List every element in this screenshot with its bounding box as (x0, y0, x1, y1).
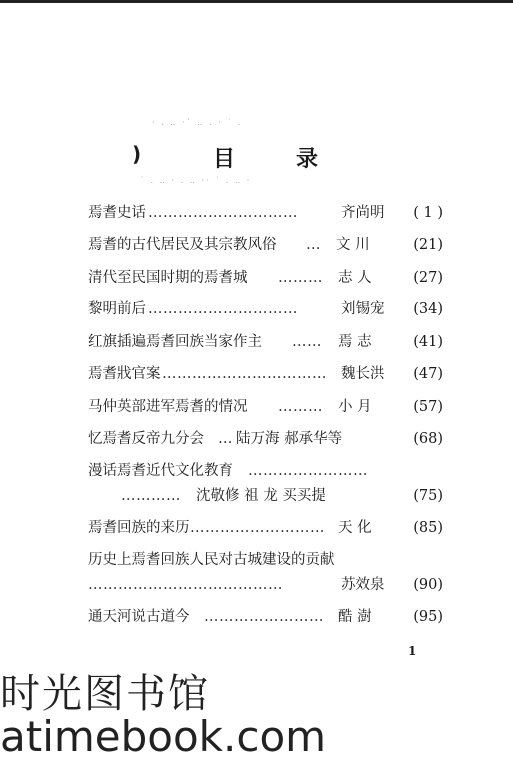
toc-entry[interactable] (88, 516, 443, 540)
dot-leader: …………………………… (162, 366, 327, 382)
toc-entry-continuation[interactable] (88, 484, 443, 508)
toc-entry[interactable] (88, 362, 443, 386)
entry-author: 苏效泉 (341, 577, 385, 593)
entry-page: (21) (413, 237, 443, 253)
toc-entry[interactable] (88, 233, 443, 257)
entry-author: 齐尚明 (341, 205, 385, 221)
entry-page: (57) (413, 399, 443, 415)
entry-author: 小 月 (338, 399, 372, 415)
top-border-line (0, 0, 513, 3)
entry-page: (85) (413, 520, 443, 536)
entry-title: 漫话焉耆近代文化教育 (88, 463, 233, 479)
entry-title: 清代至民国时期的焉耆城 (88, 270, 248, 286)
entry-title: 黎明前后 (88, 301, 146, 317)
dot-leader: …… (292, 334, 322, 350)
entry-author: 陆万海 郝承华等 (236, 431, 343, 447)
dot-leader: ……… (278, 270, 323, 286)
entry-title: 焉耆的古代居民及其宗教风俗 (88, 237, 277, 253)
entry-author: 文 川 (336, 237, 370, 253)
scan-noise: ˙ . ‥ · . ‥ ·· ˙ . ‥ · (140, 176, 252, 185)
entry-author: 沈敬修 祖 龙 买买提 (196, 488, 326, 504)
dot-leader: ……… (278, 399, 323, 415)
dot-leader: … (218, 431, 233, 447)
entry-title: 忆焉耆反帝九分会 (88, 431, 204, 447)
toc-entry[interactable] (88, 548, 443, 572)
entry-author: 魏长洪 (341, 366, 385, 382)
watermark-title: 时光图书馆 (0, 671, 210, 717)
toc-entry[interactable] (88, 266, 443, 290)
toc-entry[interactable] (88, 427, 443, 451)
toc-entry[interactable] (88, 297, 443, 321)
entry-page: (41) (413, 334, 443, 350)
entry-author: 天 化 (338, 520, 372, 536)
toc-entry[interactable] (88, 459, 443, 483)
heading-paren: ) (132, 142, 142, 166)
toc-entry[interactable] (88, 605, 443, 629)
page-number: 1 (408, 644, 417, 658)
entry-title: 通天河说古道今 (88, 609, 190, 625)
entry-page: ( 1 ) (413, 205, 443, 221)
dot-leader: ………………………… (148, 301, 298, 317)
dot-leader: ……………………… (190, 520, 325, 536)
entry-author: 酷 澍 (338, 609, 372, 625)
dot-leader: …………………… (204, 609, 324, 625)
heading-char-mu: 目 (213, 147, 236, 172)
entry-author: 焉 志 (338, 334, 372, 350)
entry-author: 志 人 (338, 270, 372, 286)
entry-page: (27) (413, 270, 443, 286)
toc-entry[interactable] (88, 330, 443, 354)
toc-entry[interactable] (88, 201, 443, 225)
entry-title: 焉耆戕官案 (88, 366, 161, 382)
dot-leader: ………………………… (148, 205, 298, 221)
entry-author: 刘锡宠 (341, 301, 385, 317)
entry-page: (68) (413, 431, 443, 447)
dot-leader: ………………………………… (88, 577, 283, 593)
toc-entry-continuation[interactable] (88, 573, 443, 597)
entry-page: (34) (413, 301, 443, 317)
entry-page: (47) (413, 366, 443, 382)
dot-leader: ………… (121, 488, 181, 504)
entry-page: (90) (413, 577, 443, 593)
entry-page: (75) (413, 488, 443, 504)
toc-entry[interactable] (88, 395, 443, 419)
entry-page: (95) (413, 609, 443, 625)
entry-title: 马仲英部进军焉耆的情况 (88, 399, 248, 415)
entry-title: 红旗插遍焉耆回族当家作主 (88, 334, 262, 350)
heading-char-lu: 录 (296, 147, 319, 172)
scan-noise: · . ‥ ·˙ ‥ . · ˙ . (152, 118, 243, 127)
entry-title: 焉耆回族的来历 (88, 520, 190, 536)
dot-leader: … (306, 237, 321, 253)
entry-title: 历史上焉耆回族人民对古城建设的贡献 (88, 552, 335, 568)
entry-title: 焉耆史话 (88, 205, 146, 221)
dot-leader: …………………… (248, 463, 368, 479)
watermark-url: atimebook.com (0, 712, 327, 761)
